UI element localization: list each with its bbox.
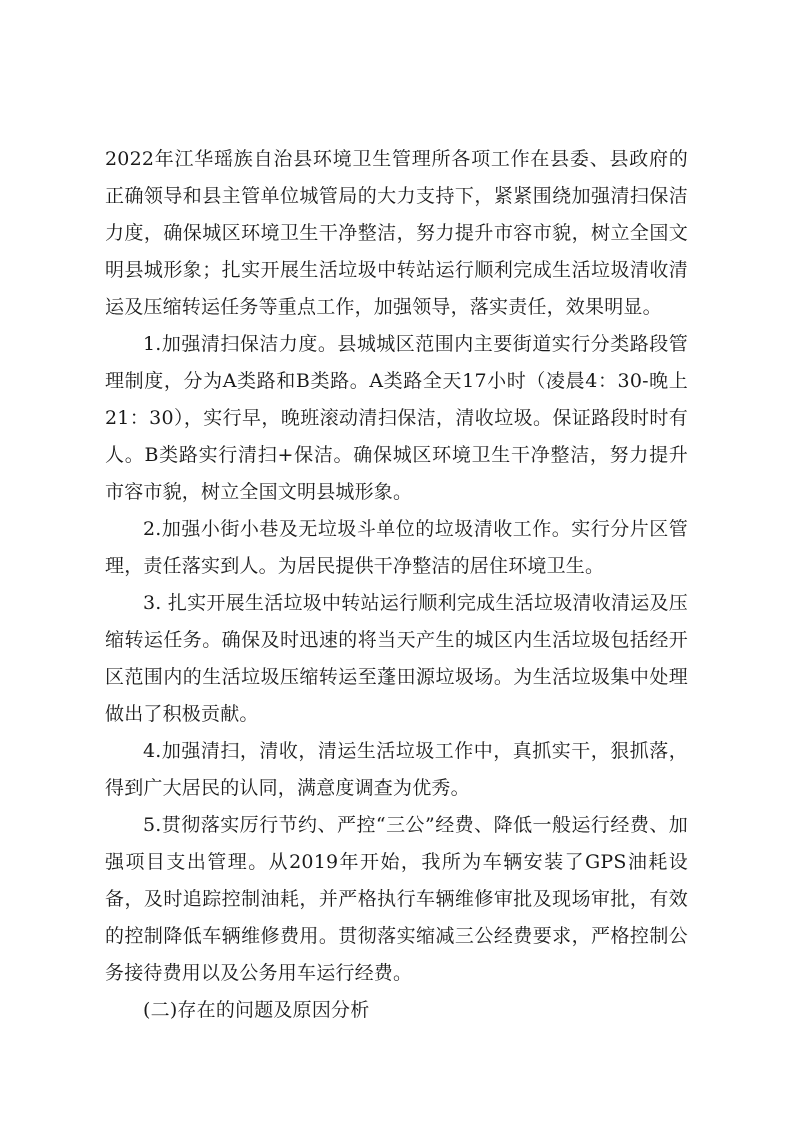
section-heading: (二)存在的问题及原因分析	[143, 999, 370, 1021]
item-2-paragraph: 2.加强小街小巷及无垃圾斗单位的垃圾清收工作。实行分片区管理，责任落实到人。为居民提供干净整洁的居住环境卫生。	[105, 518, 688, 577]
item-1-paragraph: 1.加强清扫保洁力度。县城城区范围内主要街道实行分类路段管理制度，分为A类路和B类路。A类路全天17小时（凌晨4：30-晚上21：30），实行早，晚班滚动清扫保洁，清收垃圾。保证路段时时有人。B类路实行清扫+保洁。确保城区环境卫生干净整洁，努力提升市容市貌，树立全国文明县城形象。	[105, 333, 688, 503]
item-3-paragraph: 3. 扎实开展生活垃圾中转站运行顺利完成生活垃圾清收清运及压缩转运任务。确保及时迅速的将当天产生的城区内生活垃圾包括经开区范围内的生活垃圾压缩转运至蓬田源垃圾场。为生活垃圾集中处理做出了积极贡献。	[105, 592, 688, 725]
item-5-paragraph: 5.贯彻落实厉行节约、严控“三公”经费、降低一般运行经费、加强项目支出管理。从2019年开始，我所为车辆安装了GPS油耗设备，及时追踪控制油耗，并严格执行车辆维修审批及现场审批，有效的控制降低车辆维修费用。贯彻落实缩减三公经费要求，严格控制公务接待费用以及公务用车运行经费。	[105, 814, 688, 984]
item-4-paragraph: 4.加强清扫，清收，清运生活垃圾工作中，真抓实干，狠抓落，得到广大居民的认同，满意度调查为优秀。	[105, 740, 688, 799]
intro-paragraph: 2022年江华瑶族自治县环境卫生管理所各项工作在县委、县政府的正确领导和县主管单位城管局的大力支持下，紧紧围绕加强清扫保洁力度，确保城区环境卫生干净整洁，努力提升市容市貌，树立全国文明县城形象；扎实开展生活垃圾中转站运行顺利完成生活垃圾清收清运及压缩转运任务等重点工作，加强领导，落实责任，效果明显。	[105, 148, 688, 318]
